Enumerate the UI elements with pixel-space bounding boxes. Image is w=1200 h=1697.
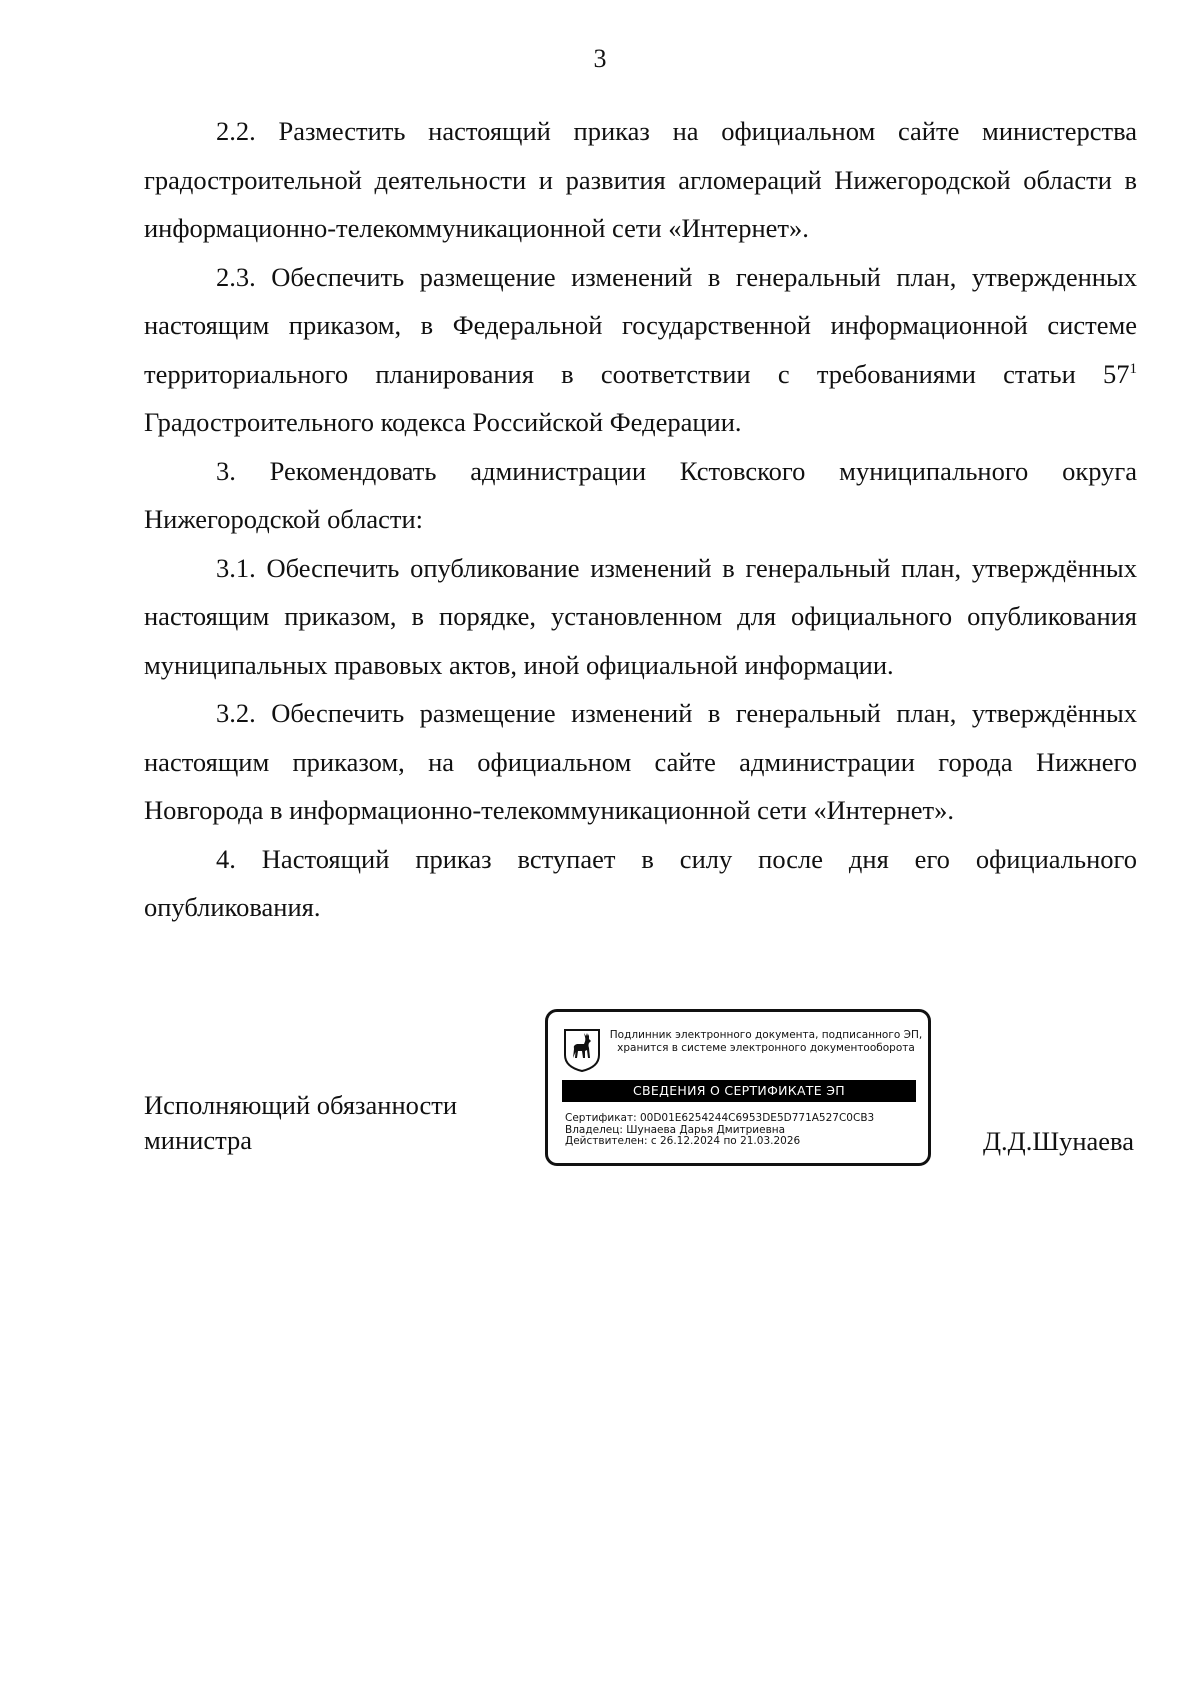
- article-superscript: 1: [1129, 360, 1137, 377]
- stamp-header-line2: хранится в системе электронного документооборота: [617, 1042, 915, 1054]
- paragraph-4: 4. Настоящий приказ вступает в силу после дня его официального опубликования.: [144, 843, 1137, 922]
- page-number: 3: [593, 44, 607, 73]
- paragraph-2-3-text: 2.3. Обеспечить размещение изменений в генеральный план, утвержденных настоящим приказом, в Федеральной государственной информационной системе территориального планирования в соответствии с требованиями статьи 57: [144, 261, 1137, 389]
- certificate-owner: Владелец: Шунаева Дарья Дмитриевна: [565, 1123, 786, 1136]
- signer-title: [144, 1088, 457, 1158]
- certificate-validity: Действителен: с 26.12.2024 по 21.03.2026: [565, 1135, 801, 1147]
- stamp-header: [608, 1029, 924, 1055]
- certificate-info-bar: СВЕДЕНИЯ О СЕРТИФИКАТЕ ЭП: [562, 1080, 916, 1102]
- paragraph-3-2: 3.2. Обеспечить размещение изменений в генеральный план, утверждённых настоящим приказом, на официальном сайте администрации города Нижнего Новгорода в информационно-телекоммуникационной сети «Интернет».: [144, 698, 1137, 825]
- certificate-details: [565, 1113, 874, 1148]
- deer-coat-of-arms-icon: [562, 1027, 602, 1073]
- document-body: [144, 107, 1137, 932]
- signer-name: Д.Д.Шунаева: [982, 1126, 1134, 1156]
- signer-title-line2: министра: [144, 1125, 252, 1155]
- certificate-number: Сертификат: 00D01E6254244C6953DE5D771A527C0CB3: [565, 1112, 875, 1124]
- stamp-header-line1: Подлинник электронного документа, подписанного ЭП,: [609, 1029, 923, 1041]
- electronic-signature-stamp: [545, 1009, 931, 1166]
- paragraph-3: 3. Рекомендовать администрации Кстовского муниципального округа Нижегородской области:: [144, 455, 1137, 534]
- paragraph-2-3-text-end: Градостроительного кодекса Российской Федерации.: [144, 407, 742, 437]
- paragraph-2-3: [144, 253, 1137, 447]
- signer-title-line1: Исполняющий обязанности: [144, 1090, 458, 1120]
- paragraph-3-1: 3.1. Обеспечить опубликование изменений в генеральный план, утверждённых настоящим приказом, в порядке, установленном для официального опубликования муниципальных правовых актов, иной официальной информации.: [144, 552, 1137, 680]
- paragraph-2-2: 2.2. Разместить настоящий приказ на официальном сайте министерства градостроительной деятельности и развития агломераций Нижегородской области в информационно-телекоммуникационной сети «Интернет».: [144, 116, 1137, 243]
